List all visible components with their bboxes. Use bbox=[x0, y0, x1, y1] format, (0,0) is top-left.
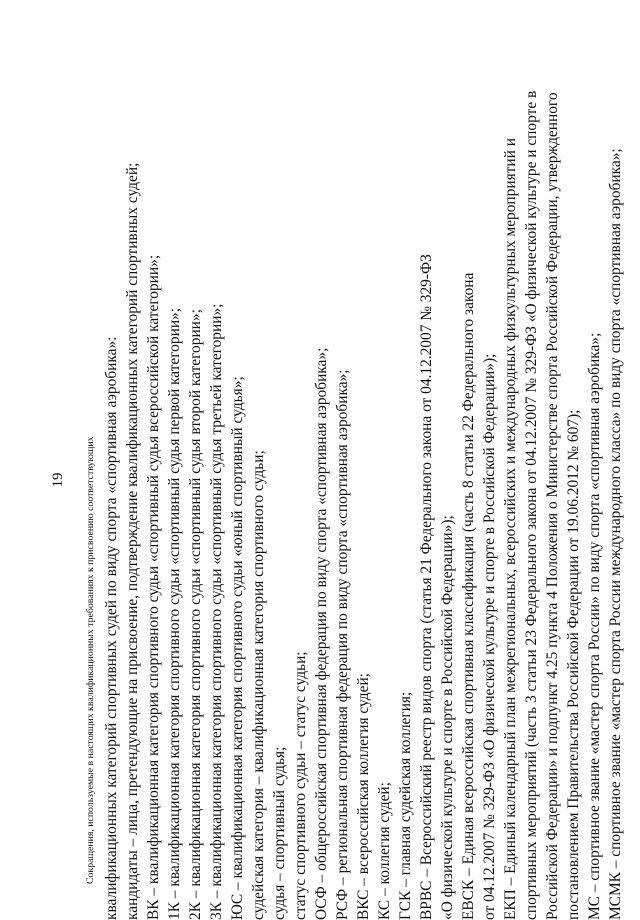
text-line: судья – спортивный судья; bbox=[271, 746, 288, 920]
text-line: 3К – квалификационная категория спортивного судьи «спортивный судья третьей категории»; bbox=[208, 303, 225, 920]
text-line: ЕКП – Единый календарный план межрегиональных, всероссийских и международных физкультурных мероприятий и bbox=[502, 138, 519, 920]
text-line: МС – спортивное звание «мастер спорта России» по виду спорта «спортивная аэробика»; bbox=[586, 332, 603, 920]
text-line: спортивных мероприятий (часть 3 статьи 23 Федерального закона от 04.12.2007 № 329-ФЗ «О физической культуре и спорте в bbox=[523, 90, 540, 920]
text-line: судейская категория – квалификационная категория спортивного судьи; bbox=[250, 450, 267, 920]
text-line: ВК – квалификационная категория спортивного судьи «спортивный судья всероссийской категории»; bbox=[145, 254, 162, 920]
text-line: КС – коллегия судей; bbox=[376, 782, 393, 920]
text-line: ВРВС – Всероссийский реестр видов спорта (статья 21 Федерального закона от 04.12.2007 № 329-ФЗ bbox=[418, 254, 435, 920]
text-line: ОСФ – общероссийская спортивная федерация по виду спорта «спортивная аэробика»; bbox=[313, 347, 330, 920]
text-line: ЮС – квалификационная категория спортивного судьи «юный спортивный судья»; bbox=[229, 376, 246, 920]
abbreviations-text bbox=[80, 40, 626, 920]
text-line: постановлением Правительства Российской Федерации от 19.06.2012 № 607); bbox=[565, 409, 582, 920]
text-line: ВКС – всероссийская коллегия судей; bbox=[355, 673, 372, 920]
text-line: 1К – квалификационная категория спортивного судьи «спортивный судья первой категории»; bbox=[166, 307, 183, 920]
text-line: кандидаты – лица, претендующие на присвоение, подтверждение квалификационных категорий спортивных судей; bbox=[124, 162, 141, 920]
text-line: статус спортивного судьи – статус судьи; bbox=[292, 651, 309, 920]
text-line: РСФ – региональная спортивная федерация по виду спорта «спортивная аэробика»; bbox=[334, 369, 351, 920]
page-number: 19 bbox=[50, 472, 66, 488]
text-line: МСМК – спортивное звание «мастер спорта России международного класса» по виду спорта «спортивная аэробика»; bbox=[607, 148, 624, 920]
text-line: 2К – квалификационная категория спортивного судьи «спортивный судья второй категории»; bbox=[187, 309, 204, 920]
text-line: ЕВСК – Единая всероссийская спортивная классификация (часть 8 статьи 22 Федерального закона bbox=[460, 272, 477, 920]
text-line: Российской Федерации» и подпункт 4.25 пункта 4 Положения о Министерстве спорта Российской Федерации, утвержденного bbox=[544, 92, 561, 920]
text-line: квалификационных категорий спортивных судей по виду спорта «спортивная аэробика»: bbox=[103, 336, 120, 920]
text-line: «О физической культуре и спорте в Российской Федерации»); bbox=[439, 515, 456, 920]
text-line: от 04.12.2007 № 329-ФЗ «О физической культуре и спорте в Российской Федерации»); bbox=[481, 353, 498, 920]
text-line: ГСК – главная судейская коллегия; bbox=[397, 691, 414, 920]
text-line: Сокращения, используемые в настоящих квалификационных требованиях к присвоению соответствующих bbox=[85, 436, 96, 884]
rotated-content bbox=[50, 40, 624, 920]
